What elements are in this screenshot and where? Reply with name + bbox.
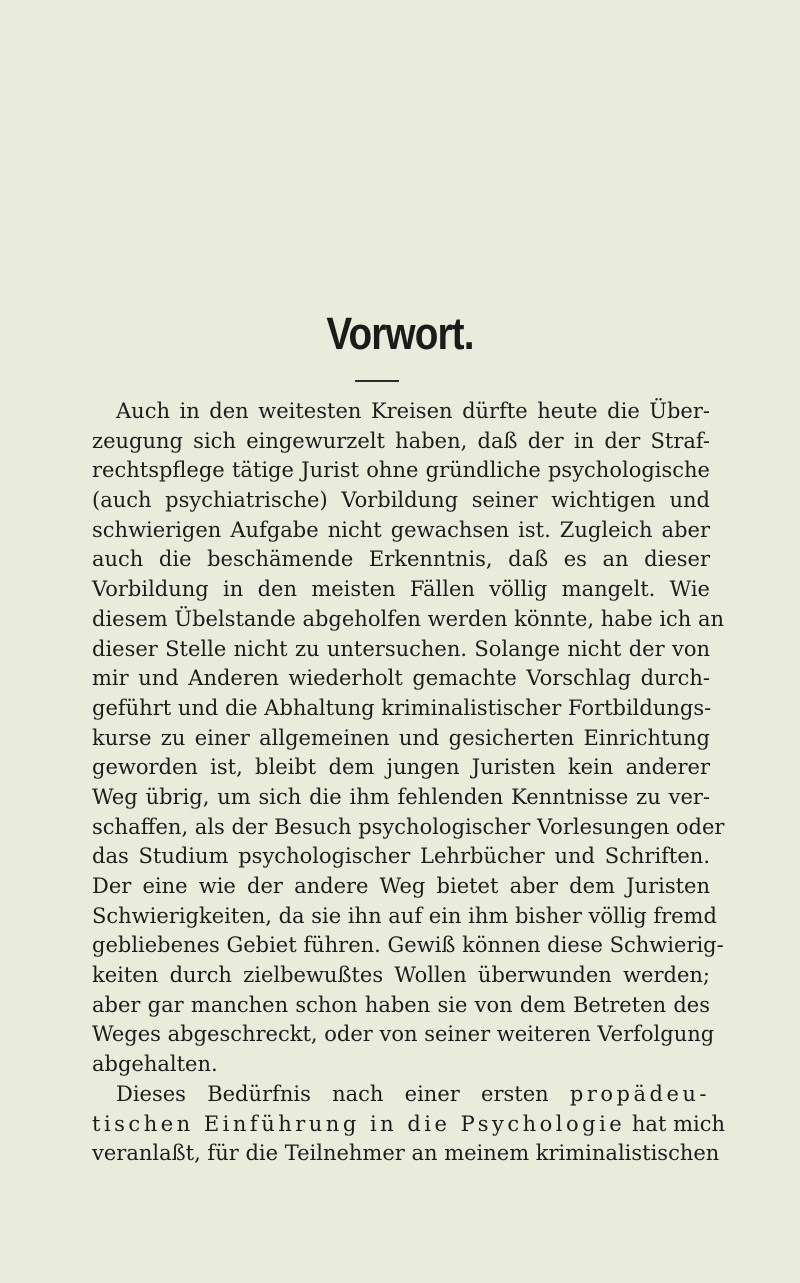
- text-line: [92, 1080, 710, 1110]
- emphasized-text: propädeu-: [569, 1081, 711, 1106]
- text-line: abgehalten.: [92, 1052, 218, 1077]
- text-line: geworden ist, bleibt dem jungen Juristen kein anderer: [92, 755, 710, 780]
- text-line: schwierigen Aufgabe nicht gewachsen ist. Zugleich aber: [92, 517, 710, 542]
- text-line: [92, 1110, 725, 1140]
- text-line: dieser Stelle nicht zu untersuchen. Solange nicht der von: [92, 636, 710, 661]
- text-line: mir und Anderen wiederholt gemachte Vorschlag durch-: [92, 666, 710, 691]
- title-rule: [355, 380, 399, 382]
- text-line: diesem Übelstande abgeholfen werden könnte, habe ich an: [92, 606, 725, 631]
- text-line: das Studium psychologischer Lehrbücher und Schriften.: [92, 844, 710, 869]
- text-line: Auch in den weitesten Kreisen dürfte heute die Über-: [116, 399, 710, 423]
- text-segment: hat mich: [631, 1111, 725, 1136]
- text-line: aber gar manchen schon haben sie von dem Betreten des: [92, 992, 710, 1017]
- text-line: keiten durch zielbewußtes Wollen überwunden werden;: [92, 963, 710, 988]
- text-line: zeugung sich eingewurzelt haben, daß der in der Straf-: [92, 428, 710, 453]
- emphasized-text: tischen Einführung in die Psychologie: [92, 1111, 626, 1136]
- text-line: gebliebenes Gebiet führen. Gewiß können diese Schwierig-: [92, 933, 724, 958]
- text-line: geführt und die Abhaltung kriminalistischer Fortbildungs-: [92, 695, 712, 720]
- text-line: Weg übrig, um sich die ihm fehlenden Kenntnisse zu ver-: [92, 784, 710, 809]
- text-line: Schwierigkeiten, da sie ihn auf ein ihm bisher völlig fremd: [92, 903, 717, 928]
- foreword-text: [92, 397, 725, 1169]
- page-title: Vorwort.: [326, 308, 474, 359]
- text-line: auch die beschämende Erkenntnis, daß es an dieser: [92, 547, 710, 572]
- text-line: Vorbildung in den meisten Fällen völlig mangelt. Wie: [92, 577, 710, 602]
- text-line: Der eine wie der andere Weg bietet aber dem Juristen: [92, 874, 710, 898]
- text-line: rechtspflege tätige Jurist ohne gründliche psychologische: [92, 458, 710, 483]
- text-line: veranlaßt, für die Teilnehmer an meinem kriminalistischen: [92, 1141, 720, 1166]
- text-line: schaffen, als der Besuch psychologischer Vorlesungen oder: [92, 814, 725, 839]
- text-line: kurse zu einer allgemeinen und gesicherten Einrichtung: [92, 725, 710, 750]
- text-segment: Dieses Bedürfnis nach einer ersten: [116, 1081, 549, 1106]
- text-line: Weges abgeschreckt, oder von seiner weiteren Verfolgung: [92, 1022, 715, 1047]
- text-line: (auch psychiatrische) Vorbildung seiner wichtigen und: [92, 488, 710, 513]
